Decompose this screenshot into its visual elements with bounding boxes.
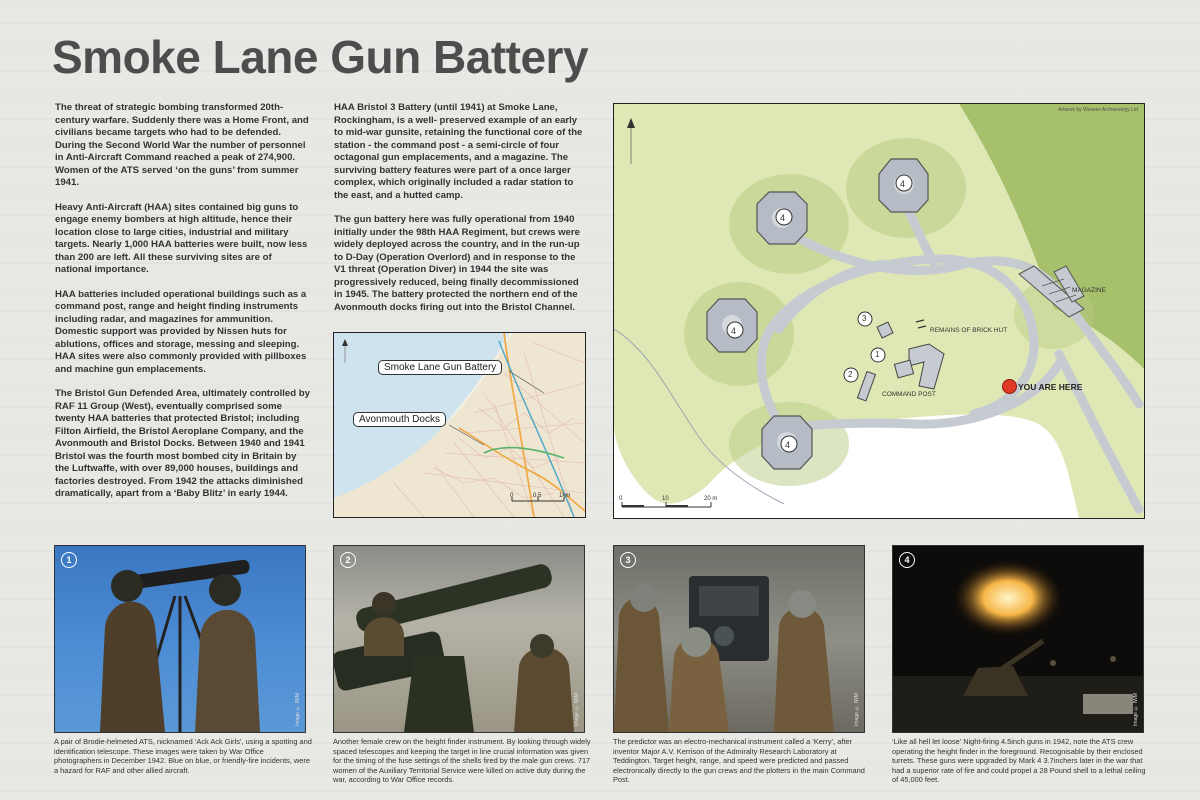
photo-number: 2 [340, 552, 356, 568]
emplacement-number: 4 [780, 213, 786, 223]
command-post-number: 1 [875, 350, 880, 359]
history-column [334, 102, 586, 326]
intro-paragraph: The threat of strategic bombing transformed 20th-century warfare. Suddenly there was a Home Front, and civilians became targets who had to be defended. During the Second World War the number of personnel in Anti-Aircraft Command reached a peak of 274,900. Women of the ATS served ‘on the guns’ from summer 1941. [55, 102, 309, 188]
history-paragraph: HAA Bristol 3 Battery (until 1941) at Smoke Lane, Rockingham, is a well- preserved example of an early to mid-war gunsite, retaining the functional core of the station - the command post - a semi-circle of four octagonal gun emplacements, and a magazine. The surviving battery features were part of a once larger complex, which originally included a radar station to the east, and a hutted camp. [334, 102, 583, 201]
photo-caption: The predictor was an electro-mechanical instrument called a ‘Kerry’, after inventor Major A.V. Kerrison of the Admiralty Research Laboratory at Teddington. Target height, range, and speed were predicted and passed electronically directly to the gun crews and the plotters in the main Command Post. [613, 737, 865, 785]
photo-caption: ‘Like all hell let loose’ Night-firing 4.5inch guns in 1942, note the ATS crew operating the height finder in the foreground. Recognisable by their enclosed turrets. These guns were upgraded by Mark 4 3.7inchers later in the war that had a superior rate of fire and could propel a 28 Pound shell to a lethal ceiling of 45,000 feet. [892, 737, 1146, 785]
scale-label: 0 [510, 493, 514, 499]
photo-telescope [54, 545, 306, 733]
photo-caption: Another female crew on the height finder instrument. By looking through widely spaced telescopes and keeping the target in line crucial information was given for the timing of the fuse settings of the shells fired by the male gun crews. 717 women of the Auxiliary Territorial Service were killed on active duty during the war, according to War Office records. [333, 737, 591, 785]
predictor-number: 3 [862, 314, 867, 323]
photo-night-firing-image [893, 546, 1143, 732]
site-plan-graphic [614, 104, 1144, 518]
emplacement-number: 4 [900, 179, 906, 189]
intro-paragraph: The Bristol Gun Defended Area, ultimately controlled by RAF 11 Group (West), eventually comprised some twenty HAA batteries that protected Bristol; including Filton Airfield, the Bristol Aeroplane Company, and the Avonmouth and Bristol Docks. Between 1940 and 1941 Bristol was the fourth most bombed city in Britain by the Luftwaffe, with over 89,000 houses, buildings and factories destroyed. From 1942 the attacks diminished dramatically, apart from a ‘Baby Blitz’ in early 1944. [55, 388, 310, 499]
photo-height-finder-image [334, 546, 584, 732]
docks-label: Avonmouth Docks [353, 412, 446, 427]
scale-label: 10 [662, 496, 669, 502]
emplacement-number: 4 [785, 440, 791, 450]
photo-credit: Image © IWM [295, 693, 301, 726]
page-title: Smoke Lane Gun Battery [52, 31, 589, 83]
photo-number: 3 [620, 552, 636, 568]
intro-paragraph: Heavy Anti-Aircraft (HAA) sites contained big guns to engage enemy bombers at high altitude, hence their location close to large cities, industrial and military targets. Nearly 1,000 HAA batteries were built, now less than 200 are left. All these surviving sites are of national importance. [55, 201, 308, 275]
history-paragraph: The gun battery here was fully operational from 1940 initially under the 98th HAA Regiment, but crews were widely deployed across the country, and in the run-up to D-Day (Operation Overlord) and in response to the V1 threat (Operation Diver) in 1944 the site was progressively reduced, being finally decommissioned in 1945. The battery protected the northern end of the Avonmouth docks firing out into the Bristol Channel. [334, 214, 580, 313]
artwork-credit: Artwork by Wessex Archaeology Ltd [1058, 107, 1138, 113]
range-finder-number: 2 [848, 370, 853, 379]
site-plan [613, 103, 1145, 519]
photo-number: 4 [899, 552, 915, 568]
location-map [333, 332, 586, 518]
photo-credit: Image © IWM [854, 693, 860, 726]
photo-night-firing [892, 545, 1144, 733]
photo-caption: A pair of Brodie-helmeted ATS, nicknamed ‘Ack Ack Girls’, using a spotting and identification telescope. These images were taken by War Office photographers in December 1942. Blue on blue, or friendly-fire incidents, were a hazard for RAF and other allied aircraft. [54, 737, 312, 775]
intro-paragraph: HAA batteries included operational buildings such as a command post, range and height finding instruments including radar, and magazines for ammunition. Domestic support was provided by Nissen huts for ablutions, offices and storage, messing and sleeping. HAA sites were also commonly provided with pillboxes and machine gun emplacements. [55, 288, 307, 375]
intro-column [55, 102, 310, 513]
scale-label: 0 [619, 496, 623, 502]
battery-label: Smoke Lane Gun Battery [378, 360, 502, 375]
photo-predictor [613, 545, 865, 733]
brick-hut-label: REMAINS OF BRICK HUT [930, 327, 1008, 334]
scale-label: 20 m [704, 496, 718, 502]
you-are-here-marker [1002, 379, 1017, 394]
command-post-label: COMMAND POST [882, 391, 936, 398]
photo-telescope-image [55, 546, 305, 732]
you-are-here-label: YOU ARE HERE [1018, 382, 1083, 392]
photo-number: 1 [61, 552, 77, 568]
emplacement-number: 4 [731, 326, 737, 336]
scale-label: 0.5 [533, 493, 542, 499]
scale-label: 1km [559, 493, 571, 499]
magazine-label: MAGAZINE [1072, 287, 1106, 294]
photo-credit: Image © IWM [1133, 693, 1139, 726]
photo-credit: Image © IWM [574, 693, 580, 726]
photo-height-finder [333, 545, 585, 733]
photo-predictor-image [614, 546, 864, 732]
